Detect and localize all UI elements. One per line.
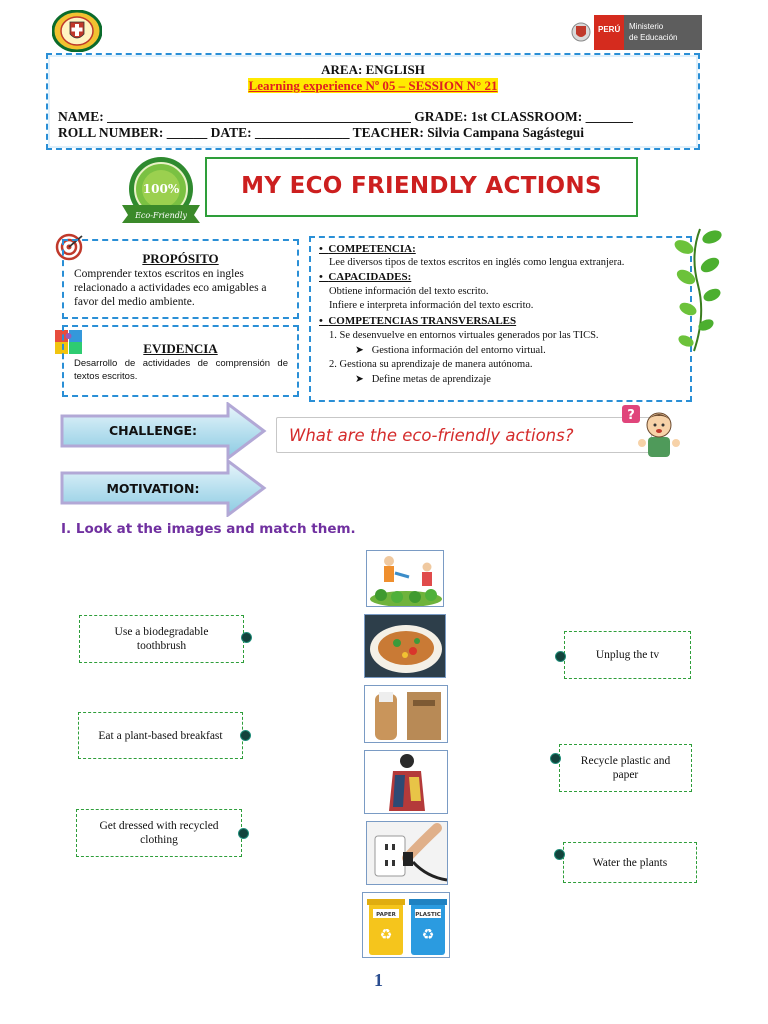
session-label: Learning experience Nº 05 – SESSION N° 21 [248,78,498,93]
challenge-question-box [276,417,652,453]
capacidad-2: Infiere e interpreta información del texto escrito. [329,300,534,311]
capacidad-1: Obtiene información del texto escrito. [329,286,489,297]
match-dot-left-3[interactable] [238,828,249,839]
page-title: MY ECO FRIENDLY ACTIONS [241,173,602,199]
activity-title: I. Look at the images and match them. [61,521,356,537]
match-dot-right-3[interactable] [554,849,565,860]
challenge-arrow [58,402,260,460]
thinking-boy-icon [620,403,688,458]
evidence-heading: EVIDENCIA [143,341,218,356]
purpose-heading: PROPÓSITO [142,251,219,266]
match-right-recycle[interactable]: Recycle plastic and paper [559,744,692,792]
peru-text: PERÚ [598,25,621,34]
svg-text:?: ? [627,408,635,423]
bamboo-toothbrush-image[interactable] [364,685,448,743]
title-banner [205,157,638,217]
water-plants-image[interactable] [366,550,444,607]
match-right-unplug[interactable]: Unplug the tv [564,631,691,679]
match-left-clothing[interactable]: Get dressed with recycled clothing [76,809,242,857]
ministry-logo [570,15,702,50]
ministry-line1: Ministerio [629,22,664,31]
name-grade-line: NAME: _____________________________________________ GRADE: 1st CLASSROOM: _______ [58,109,633,124]
competencia-heading: • COMPETENCIA: [319,243,416,255]
recycle-bins-image[interactable] [362,892,450,958]
plant-breakfast-image[interactable] [364,614,446,678]
challenge-label: CHALLENGE: [108,423,198,438]
unplug-tv-image[interactable] [366,821,448,885]
purpose-box [62,239,299,319]
match-right-water[interactable]: Water the plants [563,842,697,883]
badge-label: Eco-Friendly [135,211,187,220]
match-left-breakfast[interactable]: Eat a plant-based breakfast [78,712,243,759]
capacidades-heading: • CAPACIDADES: [319,271,412,283]
evidence-box [62,325,299,397]
page-number: 1 [374,970,383,990]
match-dot-left-1[interactable] [241,632,252,643]
match-dot-left-2[interactable] [240,730,251,741]
roll-teacher-line: ROLL NUMBER: ______ DATE: ______________ TEACHER: Silvia Campana Sagástegui [58,125,585,140]
svg-text:♻: ♻ [421,927,435,943]
motivation-label: MOTIVATION: [106,481,200,496]
transversal-item-1-sub: ➤ Gestiona información del entorno virtual. [355,345,546,356]
evidence-text: Desarrollo de actividades de comprensión de textos escritos. [74,358,288,382]
competencies-box [309,236,692,402]
eco-friendly-badge [120,155,202,227]
transversales-heading: • COMPETENCIAS TRANSVERSALES [319,315,517,327]
challenge-question: What are the eco-friendly actions? [289,426,574,445]
match-left-toothbrush[interactable]: Use a biodegradable toothbrush [79,615,244,663]
bin-label-plastic: PLASTIC [415,912,441,918]
competencia-text: Lee diversos tipos de textos escritos en inglés como lengua extranjera. [329,257,625,268]
ministry-line2: de Educación [629,33,678,42]
match-dot-right-2[interactable] [550,753,561,764]
motivation-arrow [58,459,260,517]
transversal-item-1: 1. Se desenvuelve en entornos virtuales generados por las TICS. [329,330,599,341]
purpose-text: Comprender textos escritos en ingles relacionado a actividades eco amigables a favor del medio ambiente. [74,268,267,308]
match-dot-right-1[interactable] [555,651,566,662]
transversal-item-2-sub: ➤ Define metas de aprendizaje [355,374,491,385]
badge-percent: 100% [142,182,180,196]
svg-text:♻: ♻ [379,927,393,943]
vine-icon [660,225,726,355]
area-label: AREA: ENGLISH [321,62,425,77]
bin-label-paper: PAPER [376,912,396,918]
session-info-box [46,53,700,150]
recycled-clothing-image[interactable] [364,750,448,814]
school-logo [52,10,102,52]
transversal-item-2: 2. Gestiona su aprendizaje de manera autónoma. [329,359,533,370]
